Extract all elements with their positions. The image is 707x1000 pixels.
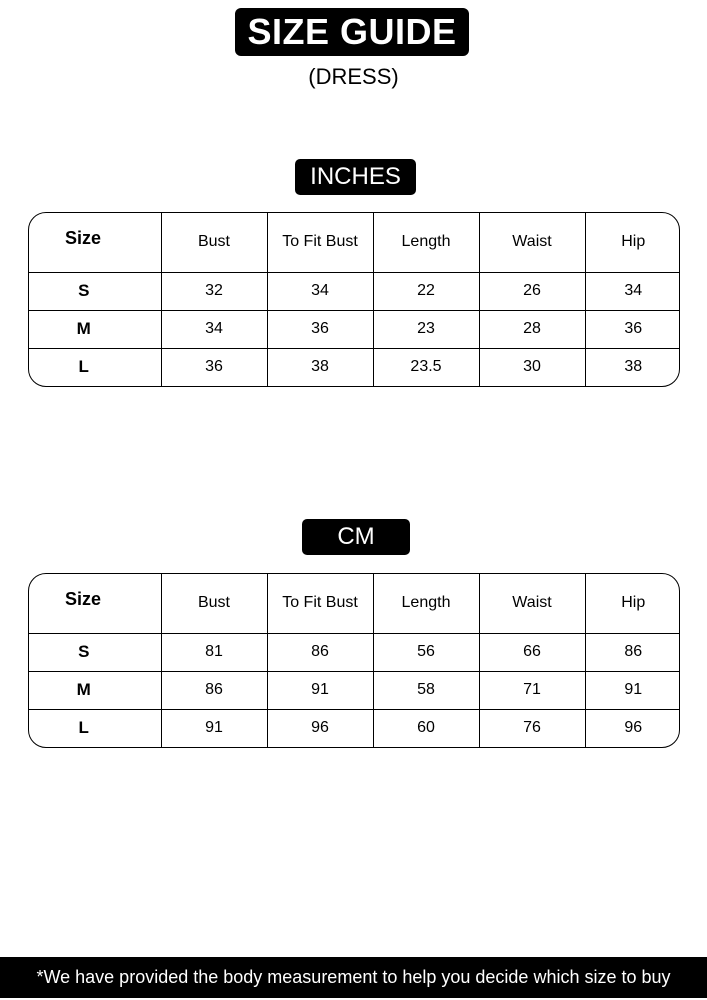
- column-header-waist: Waist: [479, 574, 585, 633]
- fit-bust-cell: 96: [267, 709, 373, 747]
- table-header-row: [29, 574, 680, 633]
- fit-bust-cell: 38: [267, 348, 373, 386]
- size-cell: M: [29, 310, 161, 348]
- cm-size-table: [28, 573, 680, 748]
- footer-note: *We have provided the body measurement to help you decide which size to buy: [0, 957, 707, 998]
- cm-section-label: CM: [302, 519, 410, 555]
- bust-cell: 32: [161, 272, 267, 310]
- table-row: [29, 633, 680, 671]
- bust-cell: 91: [161, 709, 267, 747]
- fit-bust-cell: 36: [267, 310, 373, 348]
- inches-section-label: INCHES: [295, 159, 416, 195]
- column-header-size: Size: [29, 574, 161, 633]
- hip-cell: 86: [585, 633, 680, 671]
- size-cell: S: [29, 272, 161, 310]
- table-row: [29, 709, 680, 747]
- hip-cell: 36: [585, 310, 680, 348]
- fit-bust-cell: 86: [267, 633, 373, 671]
- column-header-bust: Bust: [161, 574, 267, 633]
- hip-cell: 96: [585, 709, 680, 747]
- column-header-fit-bust: To Fit Bust: [267, 574, 373, 633]
- hip-cell: 38: [585, 348, 680, 386]
- size-cell: S: [29, 633, 161, 671]
- inches-size-table: [28, 212, 680, 387]
- waist-cell: 26: [479, 272, 585, 310]
- waist-cell: 66: [479, 633, 585, 671]
- page-subtitle: (DRESS): [308, 64, 399, 89]
- waist-cell: 30: [479, 348, 585, 386]
- length-cell: 22: [373, 272, 479, 310]
- hip-cell: 34: [585, 272, 680, 310]
- size-cell: L: [29, 348, 161, 386]
- length-cell: 23: [373, 310, 479, 348]
- length-cell: 58: [373, 671, 479, 709]
- hip-cell: 91: [585, 671, 680, 709]
- fit-bust-cell: 34: [267, 272, 373, 310]
- column-header-fit-bust: To Fit Bust: [267, 213, 373, 272]
- page-title: SIZE GUIDE: [235, 8, 469, 56]
- table-row: [29, 348, 680, 386]
- bust-cell: 86: [161, 671, 267, 709]
- size-cell: M: [29, 671, 161, 709]
- column-header-size: Size: [29, 213, 161, 272]
- waist-cell: 76: [479, 709, 585, 747]
- table-header-row: [29, 213, 680, 272]
- column-header-bust: Bust: [161, 213, 267, 272]
- size-cell: L: [29, 709, 161, 747]
- length-cell: 60: [373, 709, 479, 747]
- column-header-length: Length: [373, 213, 479, 272]
- column-header-hip: Hip: [585, 213, 680, 272]
- table-row: [29, 671, 680, 709]
- fit-bust-cell: 91: [267, 671, 373, 709]
- column-header-waist: Waist: [479, 213, 585, 272]
- table-row: [29, 310, 680, 348]
- bust-cell: 81: [161, 633, 267, 671]
- column-header-hip: Hip: [585, 574, 680, 633]
- length-cell: 56: [373, 633, 479, 671]
- bust-cell: 36: [161, 348, 267, 386]
- bust-cell: 34: [161, 310, 267, 348]
- column-header-length: Length: [373, 574, 479, 633]
- length-cell: 23.5: [373, 348, 479, 386]
- waist-cell: 71: [479, 671, 585, 709]
- waist-cell: 28: [479, 310, 585, 348]
- table-row: [29, 272, 680, 310]
